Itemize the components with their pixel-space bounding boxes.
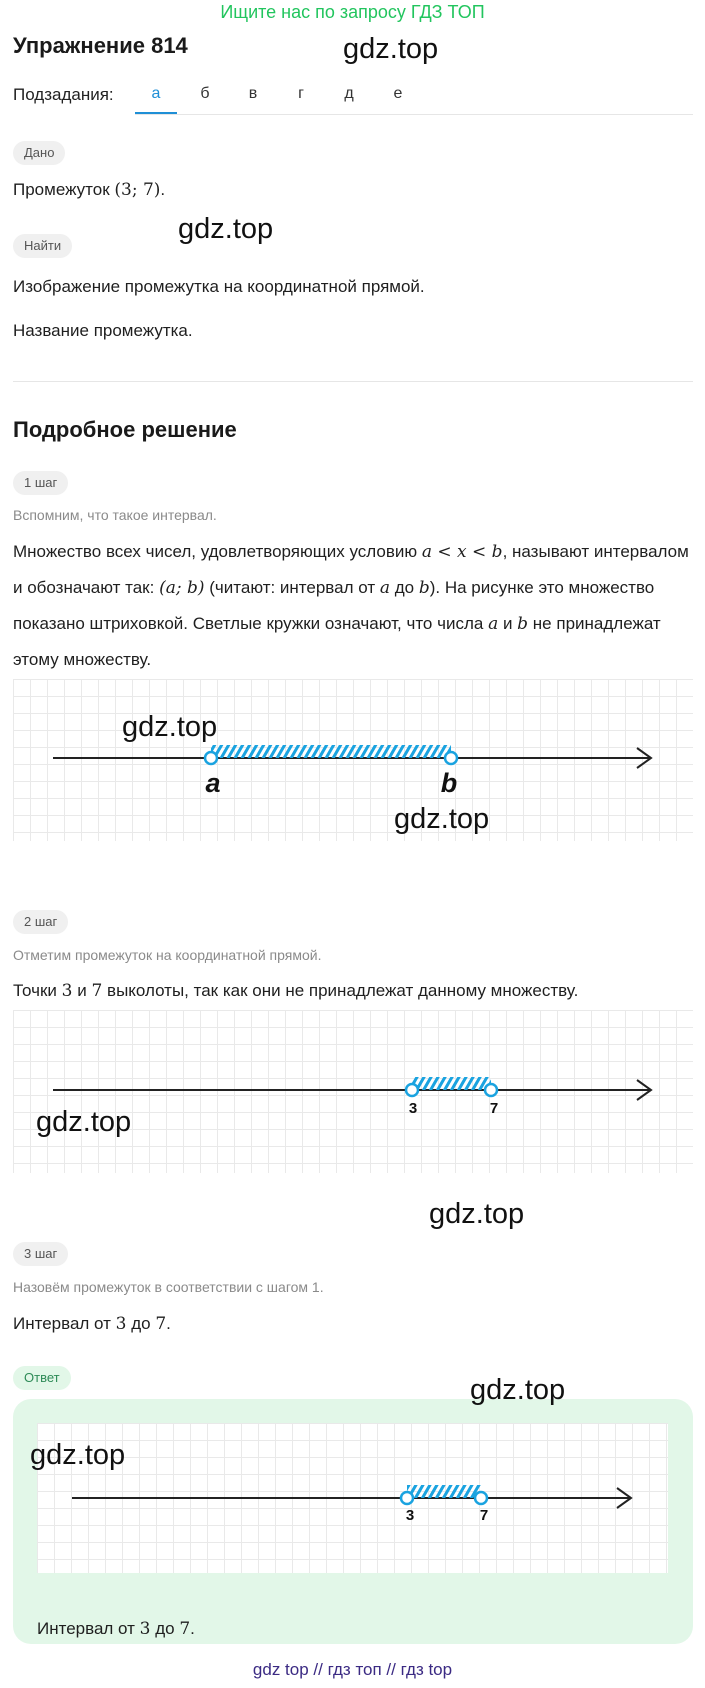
step-1-text	[13, 534, 693, 678]
find-item-name: Название промежутка.	[13, 321, 193, 340]
tab-subtask-v[interactable]: в	[248, 85, 258, 102]
tick-label-3: 3	[405, 1507, 415, 1524]
step-3-text-part: до	[131, 1314, 151, 1333]
number-3: 3	[139, 1619, 151, 1639]
number-7: 7	[91, 981, 103, 1001]
answer-text-part: .	[190, 1619, 195, 1638]
open-point-7	[475, 1492, 487, 1504]
step-2-text-part: выколоты, так как они не принадлежат данному множеству.	[107, 981, 579, 1000]
interval-hatching	[412, 1077, 491, 1090]
answer-text	[37, 1619, 195, 1639]
tab-subtask-g[interactable]: г	[298, 85, 304, 102]
step-2-text	[13, 981, 578, 1001]
step-1-text-part: и	[502, 614, 513, 633]
interval-hatching	[211, 745, 451, 758]
watermark: gdz.top	[122, 711, 218, 743]
interval-hatching	[407, 1485, 481, 1498]
number-3: 3	[61, 981, 73, 1001]
watermark: gdz.top	[343, 33, 439, 65]
open-point-3	[401, 1492, 413, 1504]
step-1-text-part: до	[394, 578, 415, 597]
step-1-text-part: (читают: интервал от	[209, 578, 376, 597]
given-badge: Дано	[13, 141, 65, 165]
tab-subtask-d[interactable]: д	[344, 85, 354, 102]
step-3-badge: 3 шаг	[13, 1242, 68, 1266]
step-3-hint: Назовём промежуток в соответствии с шагом 1.	[13, 1279, 324, 1295]
given-prefix: Промежуток	[13, 180, 110, 199]
step-3-text	[13, 1314, 171, 1334]
open-point-3	[406, 1084, 418, 1096]
answer-badge: Ответ	[13, 1366, 71, 1390]
step-2-text-part: и	[77, 981, 87, 1000]
var-b: b	[517, 614, 529, 634]
tabs-divider	[135, 114, 693, 115]
given-text	[13, 180, 165, 200]
section-divider	[13, 381, 693, 382]
interval-notation: (a; b)	[159, 578, 205, 598]
var-a: a	[488, 614, 499, 634]
tab-subtask-e[interactable]: е	[393, 85, 403, 102]
step-1-text-part: ). На рисунке это множество показано штриховкой. Светлые кружки означают, что числа	[13, 578, 655, 633]
given-suffix: .	[160, 180, 166, 199]
number-7: 7	[155, 1314, 167, 1334]
watermark: gdz.top	[178, 213, 274, 245]
watermark: gdz.top	[470, 1374, 566, 1406]
step-1-badge: 1 шаг	[13, 471, 68, 495]
step-1-text-part: Множество всех чисел, удовлетворяющих условию	[13, 542, 418, 561]
step-2-badge: 2 шаг	[13, 910, 68, 934]
step-2-hint: Отметим промежуток на координатной прямой.	[13, 947, 322, 963]
tick-label-7: 7	[489, 1100, 499, 1117]
footer-links[interactable]: gdz top // гдз топ // гдз top	[252, 1660, 453, 1679]
tick-label-7: 7	[479, 1507, 489, 1524]
tick-label-3: 3	[408, 1100, 418, 1117]
step-3-text-part: .	[166, 1314, 171, 1333]
number-3: 3	[115, 1314, 127, 1334]
answer-text-part: до	[155, 1619, 175, 1638]
tab-subtask-a[interactable]: а	[151, 85, 161, 102]
answer-text-part: Интервал от	[37, 1619, 135, 1638]
tab-subtask-b[interactable]: б	[200, 85, 210, 102]
step-1-text-part: не принадлежат этому множеству.	[13, 614, 661, 669]
active-tab-indicator	[135, 112, 177, 114]
number-line-2	[13, 1010, 693, 1173]
step-1-hint: Вспомним, что такое интервал.	[13, 507, 217, 523]
watermark: gdz.top	[36, 1106, 132, 1138]
step-3-text-part: Интервал от	[13, 1314, 111, 1333]
number-line-figure-1	[13, 679, 693, 841]
open-point-7	[485, 1084, 497, 1096]
answer-number-line	[37, 1423, 668, 1573]
page-title: Упражнение 814	[13, 33, 188, 58]
point-b-label: b	[440, 768, 458, 798]
subtasks-label: Подзадания:	[13, 85, 114, 104]
answer-number-line-figure	[37, 1423, 668, 1573]
watermark: gdz.top	[429, 1198, 525, 1230]
watermark: gdz.top	[394, 803, 490, 835]
search-banner: Ищите нас по запросу ГДЗ ТОП	[220, 2, 485, 22]
number-line-1	[13, 679, 693, 841]
step-1-text-part: , называют интервалом и обозначают так:	[13, 542, 689, 597]
step-2-text-part: Точки	[13, 981, 57, 1000]
given-interval: (3; 7)	[114, 180, 161, 200]
watermark: gdz.top	[30, 1439, 126, 1471]
open-point-b	[445, 752, 457, 764]
point-a-label: a	[205, 768, 221, 798]
find-badge: Найти	[13, 234, 72, 258]
condition-formula: a < x < b	[421, 542, 503, 562]
number-line-figure-2	[13, 1010, 693, 1173]
number-7: 7	[179, 1619, 191, 1639]
solution-title: Подробное решение	[13, 417, 237, 442]
open-point-a	[205, 752, 217, 764]
find-item-image: Изображение промежутка на координатной прямой.	[13, 277, 425, 296]
var-b: b	[418, 578, 430, 598]
var-a: a	[379, 578, 390, 598]
